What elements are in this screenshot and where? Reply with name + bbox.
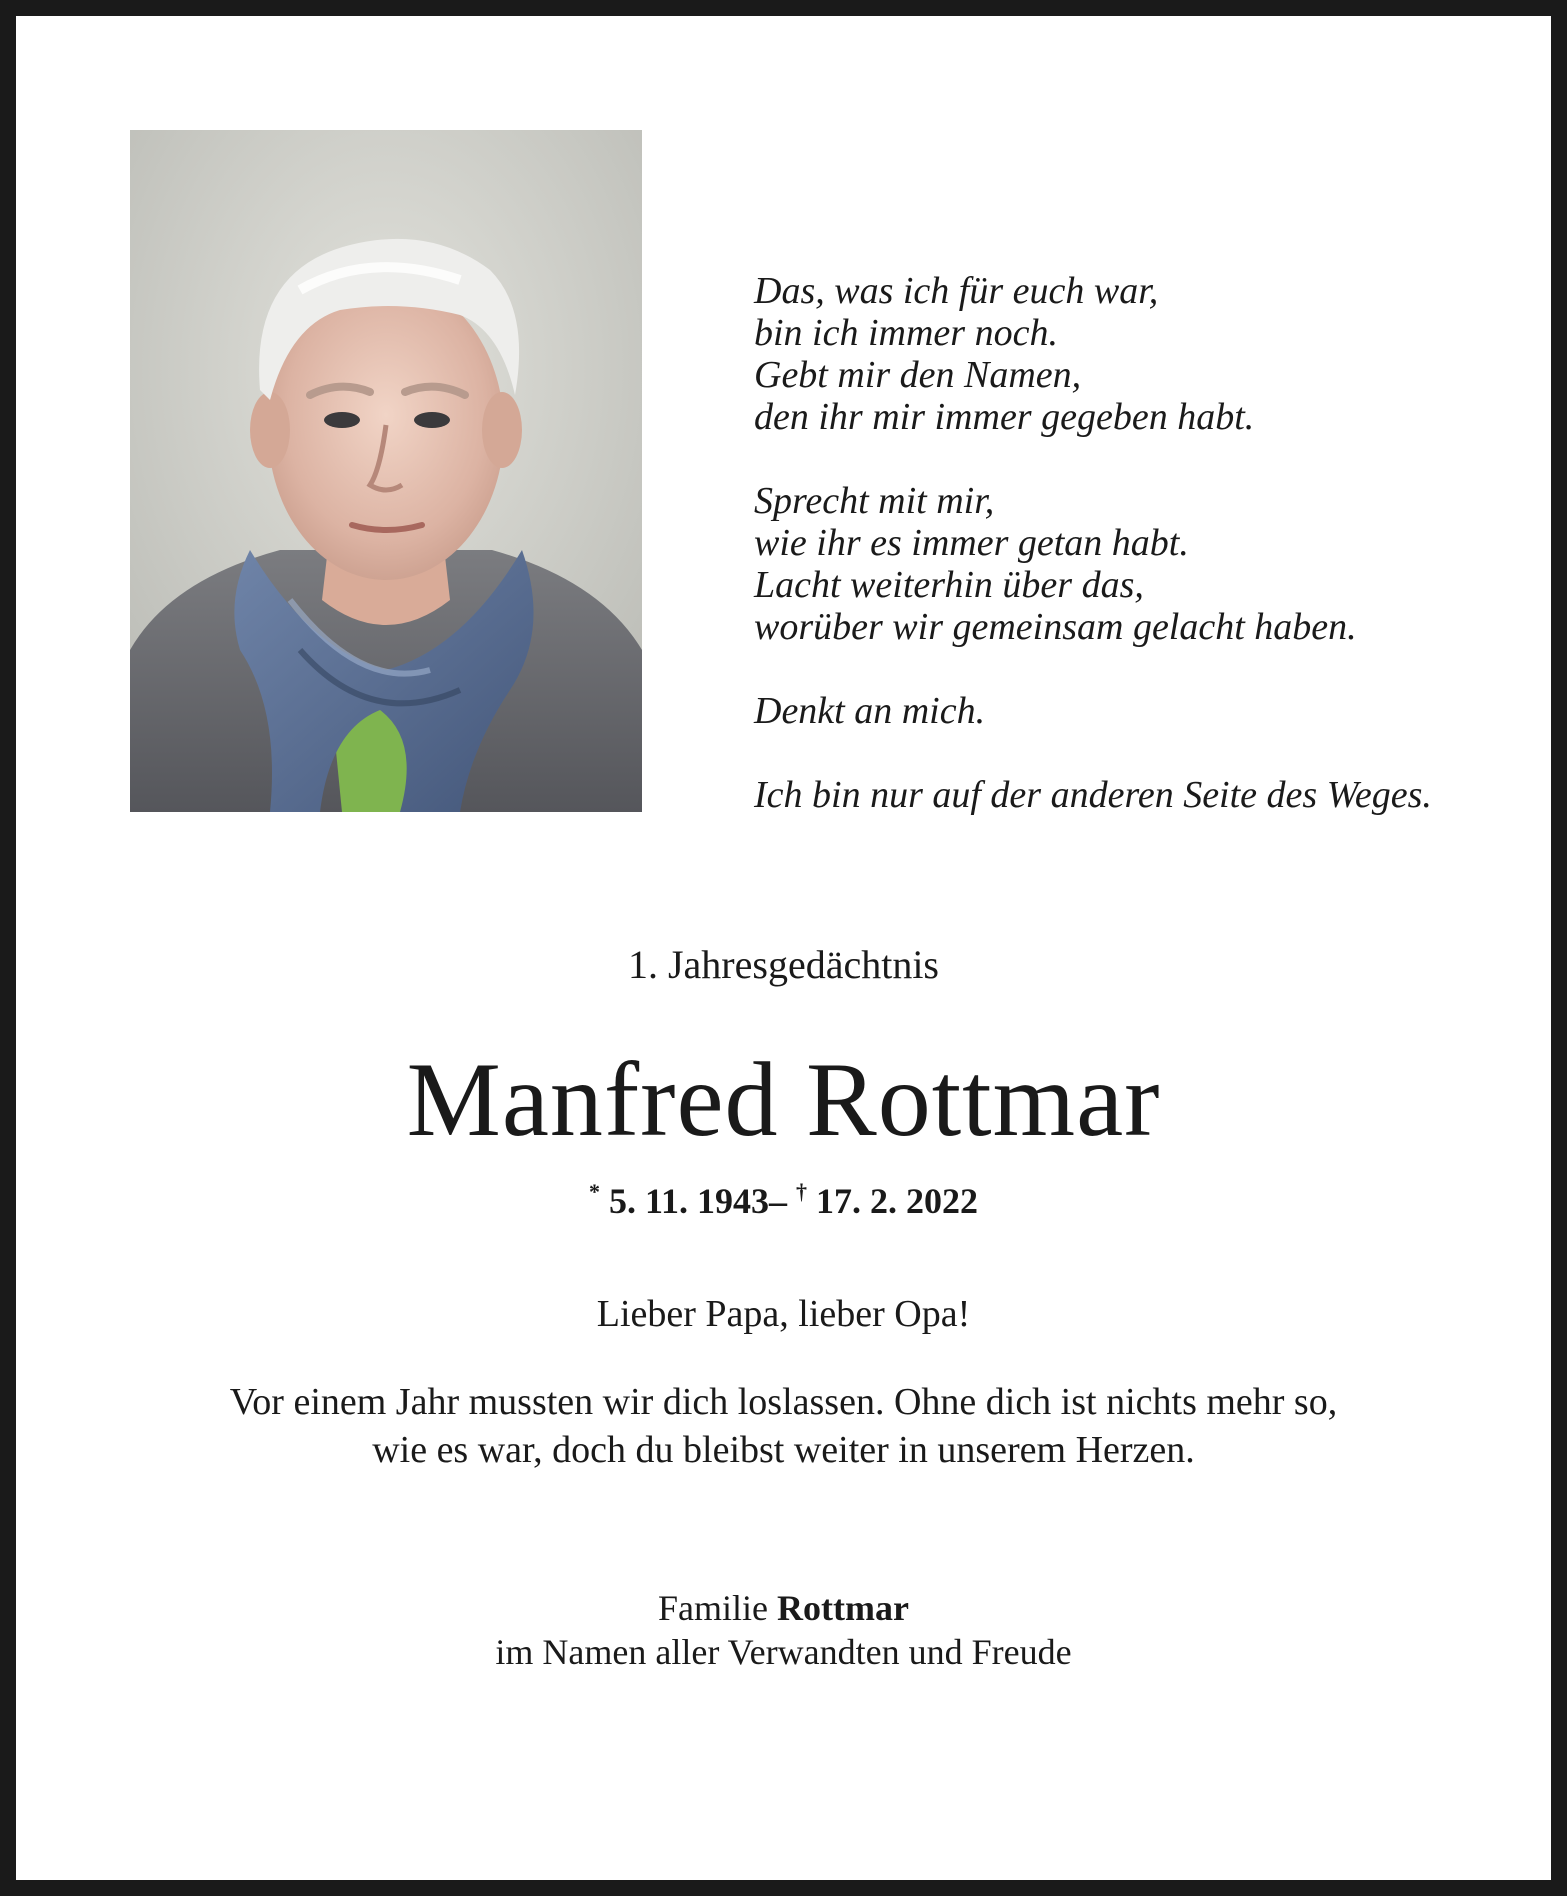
poem-stanza (754, 690, 1514, 732)
date-separator: – (769, 1181, 787, 1221)
poem-line: Gebt mir den Namen, (754, 354, 1082, 396)
poem-line: worüber wir gemeinsam gelacht haben. (754, 606, 1357, 648)
poem-line: Ich bin nur auf der anderen Seite des Weges. (754, 774, 1432, 816)
family-surname: Rottmar (777, 1588, 909, 1628)
poem-line: Denkt an mich. (754, 690, 986, 732)
birth-symbol: * (588, 1179, 600, 1204)
family-subline: im Namen aller Verwandten und Freude (495, 1632, 1072, 1672)
poem-line: Das, was ich für euch war, (754, 270, 1159, 312)
memorial-message (0, 1378, 1567, 1474)
death-symbol: † (796, 1179, 807, 1204)
portrait-photo (130, 130, 642, 812)
family-signature (0, 1586, 1567, 1674)
message-line: wie es war, doch du bleibst weiter in unserem Herzen. (372, 1429, 1195, 1471)
poem-line: bin ich immer noch. (754, 312, 1058, 354)
poem-line: Sprecht mit mir, (754, 480, 995, 522)
death-date: 17. 2. 2022 (816, 1181, 978, 1221)
poem-line: den ihr mir immer gegeben habt. (754, 396, 1255, 438)
portrait-illustration (130, 130, 642, 812)
message-line: Vor einem Jahr mussten wir dich loslassen. Ohne dich ist nichts mehr so, (229, 1381, 1338, 1423)
family-line (0, 1586, 1567, 1630)
anniversary-label: 1. Jahresgedächtnis (627, 942, 939, 987)
poem-stanza (754, 270, 1514, 438)
greeting: Lieber Papa, lieber Opa! (596, 1293, 971, 1335)
birth-date: 5. 11. 1943 (608, 1181, 769, 1221)
poem-stanza (754, 774, 1514, 816)
life-dates (0, 1168, 1567, 1225)
deceased-name: Manfred Rottmar (406, 1041, 1161, 1158)
family-prefix: Familie (658, 1588, 778, 1628)
poem (754, 270, 1514, 816)
poem-stanza (754, 480, 1514, 648)
poem-line: Lacht weiterhin über das, (754, 564, 1144, 606)
poem-line: wie ihr es immer getan habt. (754, 522, 1189, 564)
